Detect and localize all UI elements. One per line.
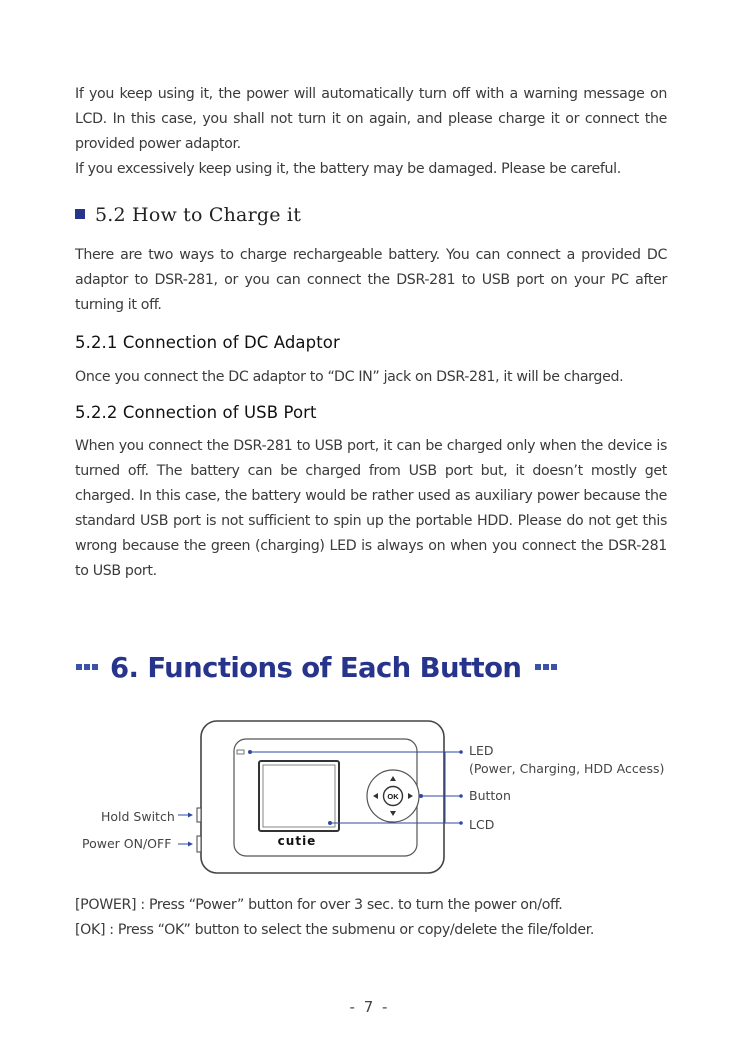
decorative-dots-icon: [76, 645, 100, 677]
lcd-callout-label: LCD: [469, 817, 495, 832]
led-callout-label: LED: [469, 743, 494, 758]
ok-button-description: [OK] : Press “OK” button to select the submenu or copy/delete the file/folder.: [75, 922, 595, 938]
intro-paragraph-warning: If you excessively keep using it, the battery may be damaged. Please be careful.: [75, 161, 621, 177]
page-number: - 7 -: [349, 998, 390, 1016]
power-button-description: [POWER] : Press “Power” button for over 3 sec. to turn the power on/off.: [75, 897, 563, 913]
square-bullet-icon: [75, 209, 85, 219]
decorative-dots-icon: [535, 645, 559, 677]
power-switch: [197, 836, 201, 852]
section-5-2-body: There are two ways to charge rechargeable battery. You can connect a provided DC adaptor to DSR-281, or you can connect the DSR-281 to USB port on your PC after turning it off.: [75, 247, 667, 313]
led-icon: [237, 750, 244, 754]
device-diagram: [0, 715, 739, 880]
power-callout-label: Power ON/OFF: [82, 836, 172, 851]
section-5-2-title: 5.2 How to Charge it: [95, 204, 302, 226]
button-callout-label: Button: [469, 788, 511, 803]
section-5-2-2-heading: 5.2.2 Connection of USB Port: [75, 403, 317, 422]
intro-paragraph-auto-off: If you keep using it, the power will automatically turn off with a warning message on LCD. In this case, you shall not turn it on again, and please charge it or connect the provided power adaptor.: [75, 86, 667, 152]
section-5-2-heading: [75, 204, 301, 226]
chapter-title: 6. Functions of Each Button: [110, 652, 522, 684]
section-5-2-1-body: Once you connect the DC adaptor to “DC IN” jack on DSR-281, it will be charged.: [75, 369, 624, 385]
hold-switch: [197, 808, 201, 822]
ok-button-label: OK: [387, 792, 399, 801]
chapter-heading: [76, 645, 559, 684]
hold-switch-callout-label: Hold Switch: [101, 809, 175, 824]
section-5-2-2-body: When you connect the DSR-281 to USB port, it can be charged only when the device is turned off. The battery can be charged from USB port but, it doesn’t mostly get charged. In this case, the battery would be rather used as auxiliary power because the standard USB port is not sufficient to spin up the portable HDD. Please do not get this wrong because the green (charging) LED is always on when you connect the DSR-281 to USB port.: [75, 438, 667, 579]
section-5-2-1-heading: 5.2.1 Connection of DC Adaptor: [75, 333, 340, 352]
led-callout-note: (Power, Charging, HDD Access): [469, 761, 665, 776]
brand-logo: cutie: [277, 834, 317, 848]
